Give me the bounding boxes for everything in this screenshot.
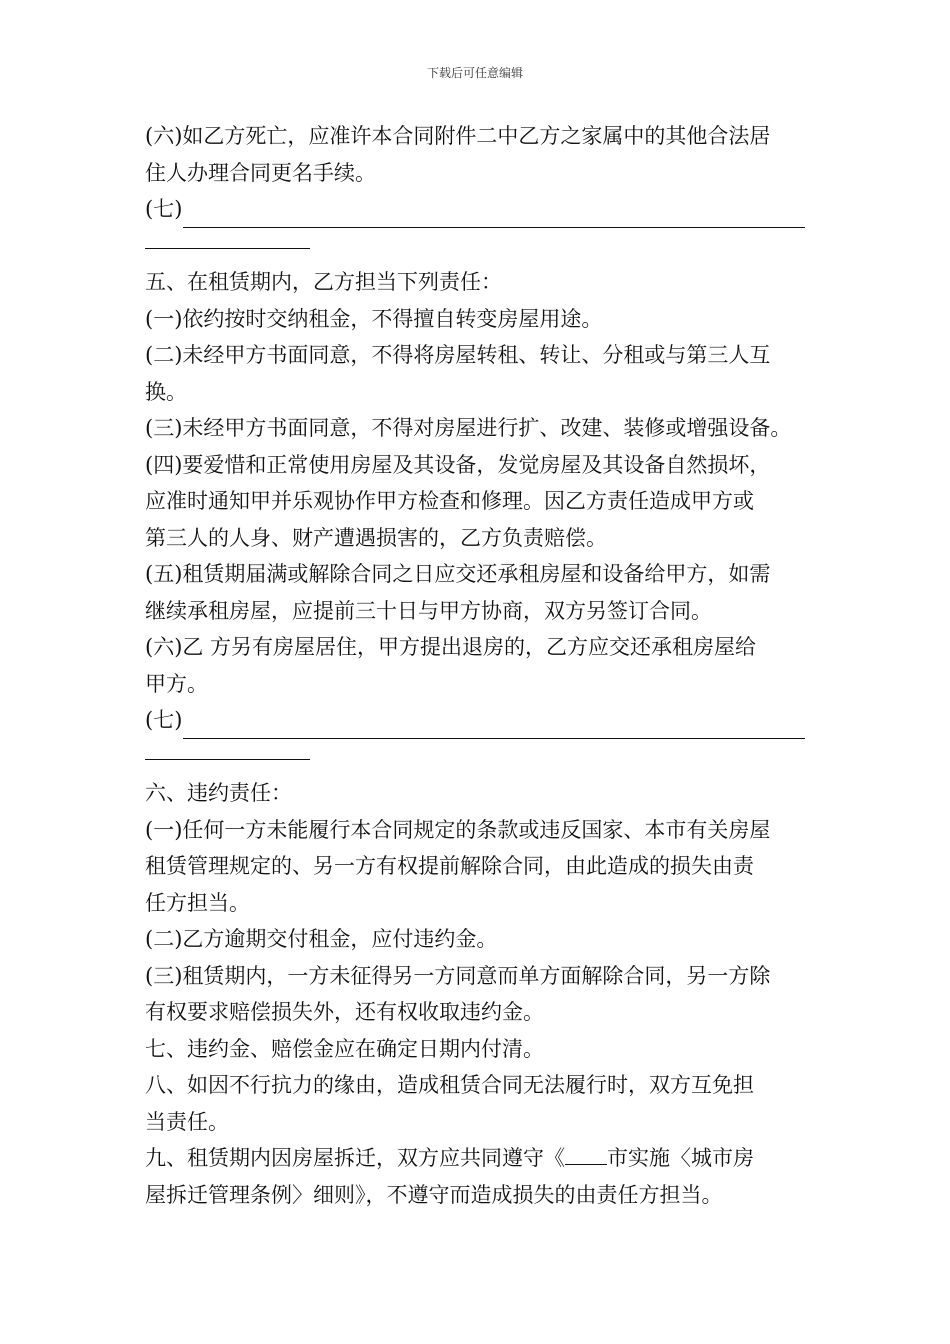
section-6-item-1-line-1: (一)任何一方未能履行本合同规定的条款或违反国家、本市有关房屋 xyxy=(145,817,771,842)
section-5-item-6-line-1: (六)乙 方另有房屋居住，甲方提出退房的，乙方应交还承租房屋给 xyxy=(145,635,757,659)
fill-blank-short xyxy=(145,759,310,760)
clause-7-prefix: (七) xyxy=(145,197,183,221)
section-6-item-1-line-2: 租赁管理规定的、另一方有权提前解除合同，由此造成的损失由责 xyxy=(145,854,754,878)
section-9-text-after-blank: 市实施〈城市房 xyxy=(607,1146,754,1170)
section-5-item-4-line-3: 第三人的人身、财产遭遇损害的，乙方负责赔偿。 xyxy=(145,525,607,550)
section-5-title: 五、在租赁期内，乙方担当下列责任： xyxy=(145,270,502,294)
section-6-title: 六、违约责任： xyxy=(145,781,292,805)
section-5-item-7-blank-line xyxy=(145,702,817,739)
section-5-item-4-line-1: (四)要爱惜和正常使用房屋及其设备，发觉房屋及其设备自然损坏， xyxy=(145,452,771,477)
section-6-item-1-line-3: 任方担当。 xyxy=(145,890,250,915)
section-5-item-5-line-1: (五)租赁期届满或解除合同之日应交还承租房屋和设备给甲方，如需 xyxy=(145,562,771,586)
section-9-line-2: 屋拆迁管理条例〉细则》，不遵守而造成损失的由责任方担当。 xyxy=(145,1182,723,1207)
document-body xyxy=(145,118,817,1213)
section-5-item-1: (一)依约按时交纳租金，不得擅自转变房屋用途。 xyxy=(145,306,603,331)
clause-7-blank-line xyxy=(145,191,817,228)
section-5-item-7-prefix: (七) xyxy=(145,708,183,732)
section-5-item-2-line-2: 换。 xyxy=(145,379,187,404)
fill-blank-long xyxy=(183,203,805,228)
section-5-item-4-line-2: 应准时通知甲并乐观协作甲方检查和修理。因乙方责任造成甲方或 xyxy=(145,489,754,513)
fill-blank-short-row xyxy=(145,739,817,776)
section-5-item-5-line-2: 继续承租房屋，应提前三十日与甲方协商，双方另签订合同。 xyxy=(145,598,712,623)
section-8-line-2: 当责任。 xyxy=(145,1109,229,1134)
fill-blank-short xyxy=(145,248,310,249)
section-7-text: 七、违约金、赔偿金应在确定日期内付清。 xyxy=(145,1036,544,1061)
section-5-item-3: (三)未经甲方书面同意，不得对房屋进行扩、改建、装修或增强设备。 xyxy=(145,416,792,440)
fill-blank-short-row xyxy=(145,228,817,265)
fill-blank-city xyxy=(565,1144,607,1165)
section-9-line-1 xyxy=(145,1140,817,1177)
section-6-item-3-line-1: (三)租赁期内，一方未征得另一方同意而单方面解除合同，另一方除 xyxy=(145,963,771,988)
clause-6-6-line-2: 住人办理合同更名手续。 xyxy=(145,160,376,185)
section-6-item-3-line-2: 有权要求赔偿损失外，还有权收取违约金。 xyxy=(145,1000,544,1024)
clause-6-6-line-1: (六)如乙方死亡，应准许本合同附件二中乙方之家属中的其他合法居 xyxy=(145,124,771,148)
section-8-line-1: 八、如因不行抗力的缘由，造成租赁合同无法履行时，双方互免担 xyxy=(145,1073,754,1097)
section-9-text-before-blank: 九、租赁期内因房屋拆迁，双方应共同遵守《 xyxy=(145,1146,565,1170)
fill-blank-long xyxy=(183,714,805,739)
section-5-item-6-line-2: 甲方。 xyxy=(145,671,208,696)
section-5-item-2-line-1: (二)未经甲方书面同意，不得将房屋转租、转让、分租或与第三人互 xyxy=(145,343,771,367)
section-6-item-2: (二)乙方逾期交付租金，应付违约金。 xyxy=(145,927,498,951)
page-header: 下载后可任意编辑 xyxy=(426,66,523,80)
